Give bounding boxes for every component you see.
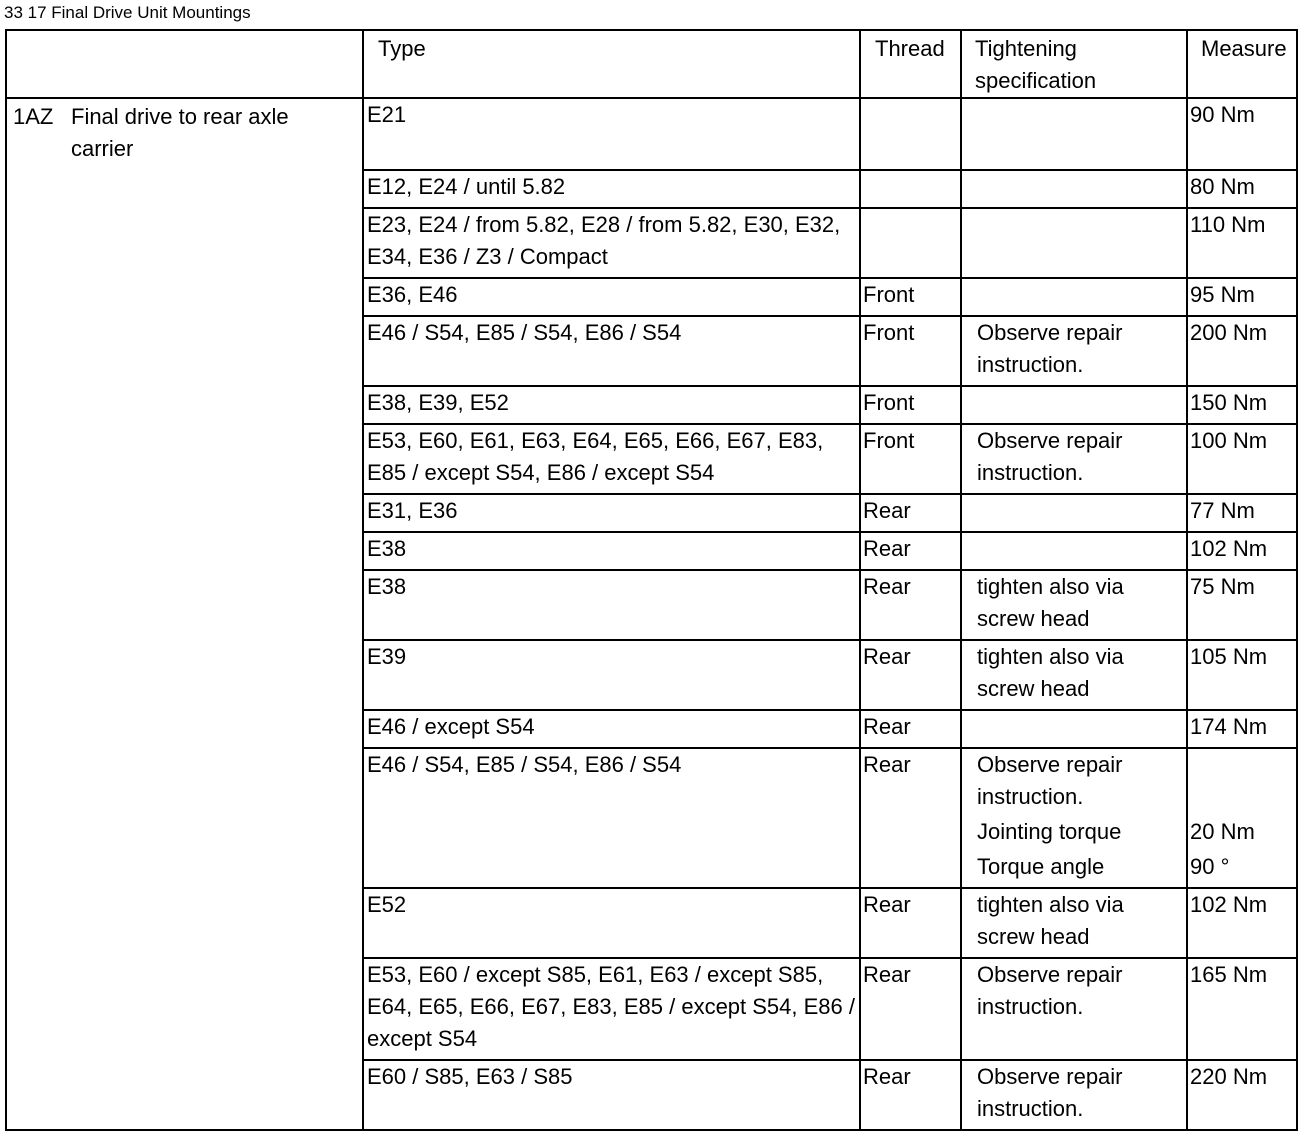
header-type: Type [363, 30, 860, 98]
header-tightening-specification: Tightening specification [961, 30, 1187, 98]
measure-cell: 174 Nm [1187, 710, 1297, 748]
type-cell: E53, E60 / except S85, E61, E63 / except S85, E64, E65, E66, E67, E83, E85 / except S54, E86 / except S54 [363, 958, 860, 1060]
spec-cell [961, 98, 1187, 170]
thread-cell: Rear [860, 710, 961, 748]
spec-cell: tighten also via screw head [961, 640, 1187, 710]
type-cell: E31, E36 [363, 494, 860, 532]
type-cell: E46 / S54, E85 / S54, E86 / S54 [363, 748, 860, 888]
spec-cell [961, 710, 1187, 748]
group-id: 1AZ [13, 104, 54, 129]
torque-angle-label: Torque angle [977, 854, 1105, 879]
measure-cell: 77 Nm [1187, 494, 1297, 532]
jointing-torque-label: Jointing torque [977, 819, 1122, 844]
header-thread: Thread [860, 30, 961, 98]
measure-cell: 75 Nm [1187, 570, 1297, 640]
spec-cell: Observe repair instruction. [961, 316, 1187, 386]
header-measure: Measure [1187, 30, 1297, 98]
type-cell: E36, E46 [363, 278, 860, 316]
type-cell: E38, E39, E52 [363, 386, 860, 424]
type-cell: E53, E60, E61, E63, E64, E65, E66, E67, E83, E85 / except S54, E86 / except S54 [363, 424, 860, 494]
measure-cell: 150 Nm [1187, 386, 1297, 424]
thread-cell: Front [860, 424, 961, 494]
spec-cell: Observe repair instruction. [961, 424, 1187, 494]
measure-cell: 100 Nm [1187, 424, 1297, 494]
type-cell: E12, E24 / until 5.82 [363, 170, 860, 208]
measure-cell: 220 Nm [1187, 1060, 1297, 1130]
type-cell: E60 / S85, E63 / S85 [363, 1060, 860, 1130]
type-cell: E52 [363, 888, 860, 958]
spec-note: Observe repair instruction. [977, 752, 1123, 809]
jointing-torque-value: 20 Nm [1190, 819, 1255, 844]
measure-cell [1187, 748, 1297, 888]
thread-cell: Front [860, 386, 961, 424]
thread-cell: Front [860, 278, 961, 316]
thread-cell: Rear [860, 888, 961, 958]
torque-angle-value: 90 ° [1190, 854, 1230, 879]
table-header-row [6, 30, 1297, 98]
thread-cell [860, 170, 961, 208]
thread-cell: Rear [860, 748, 961, 888]
spec-cell: tighten also via screw head [961, 888, 1187, 958]
type-cell: E38 [363, 532, 860, 570]
measure-cell: 102 Nm [1187, 532, 1297, 570]
spec-cell [961, 170, 1187, 208]
measure-cell: 110 Nm [1187, 208, 1297, 278]
measure-cell: 105 Nm [1187, 640, 1297, 710]
spec-cell [961, 532, 1187, 570]
thread-cell: Rear [860, 1060, 961, 1130]
thread-cell: Rear [860, 532, 961, 570]
group-description: Final drive to rear axle carrier [71, 104, 289, 161]
type-cell: E46 / S54, E85 / S54, E86 / S54 [363, 316, 860, 386]
spec-cell [961, 386, 1187, 424]
spec-cell [961, 278, 1187, 316]
measure-cell: 102 Nm [1187, 888, 1297, 958]
page-title: 33 17 Final Drive Unit Mountings [4, 3, 251, 22]
measure-cell: 95 Nm [1187, 278, 1297, 316]
type-cell: E46 / except S54 [363, 710, 860, 748]
group-cell [6, 98, 363, 1130]
table-row [6, 98, 1297, 170]
thread-cell: Front [860, 316, 961, 386]
thread-cell: Rear [860, 958, 961, 1060]
type-cell: E23, E24 / from 5.82, E28 / from 5.82, E30, E32, E34, E36 / Z3 / Compact [363, 208, 860, 278]
measure-cell: 165 Nm [1187, 958, 1297, 1060]
type-cell: E39 [363, 640, 860, 710]
thread-cell: Rear [860, 570, 961, 640]
type-cell: E38 [363, 570, 860, 640]
thread-cell: Rear [860, 640, 961, 710]
thread-cell: Rear [860, 494, 961, 532]
type-cell: E21 [363, 98, 860, 170]
torque-table [5, 29, 1298, 1131]
spec-cell [961, 208, 1187, 278]
spec-cell: Observe repair instruction. [961, 1060, 1187, 1130]
thread-cell [860, 98, 961, 170]
measure-cell: 90 Nm [1187, 98, 1297, 170]
spec-cell: tighten also via screw head [961, 570, 1187, 640]
spec-cell: Observe repair instruction. [961, 958, 1187, 1060]
spec-cell [961, 748, 1187, 888]
thread-cell [860, 208, 961, 278]
measure-cell: 80 Nm [1187, 170, 1297, 208]
spec-cell [961, 494, 1187, 532]
measure-spacer [1190, 749, 1296, 813]
measure-cell: 200 Nm [1187, 316, 1297, 386]
header-empty-cell [6, 30, 363, 98]
